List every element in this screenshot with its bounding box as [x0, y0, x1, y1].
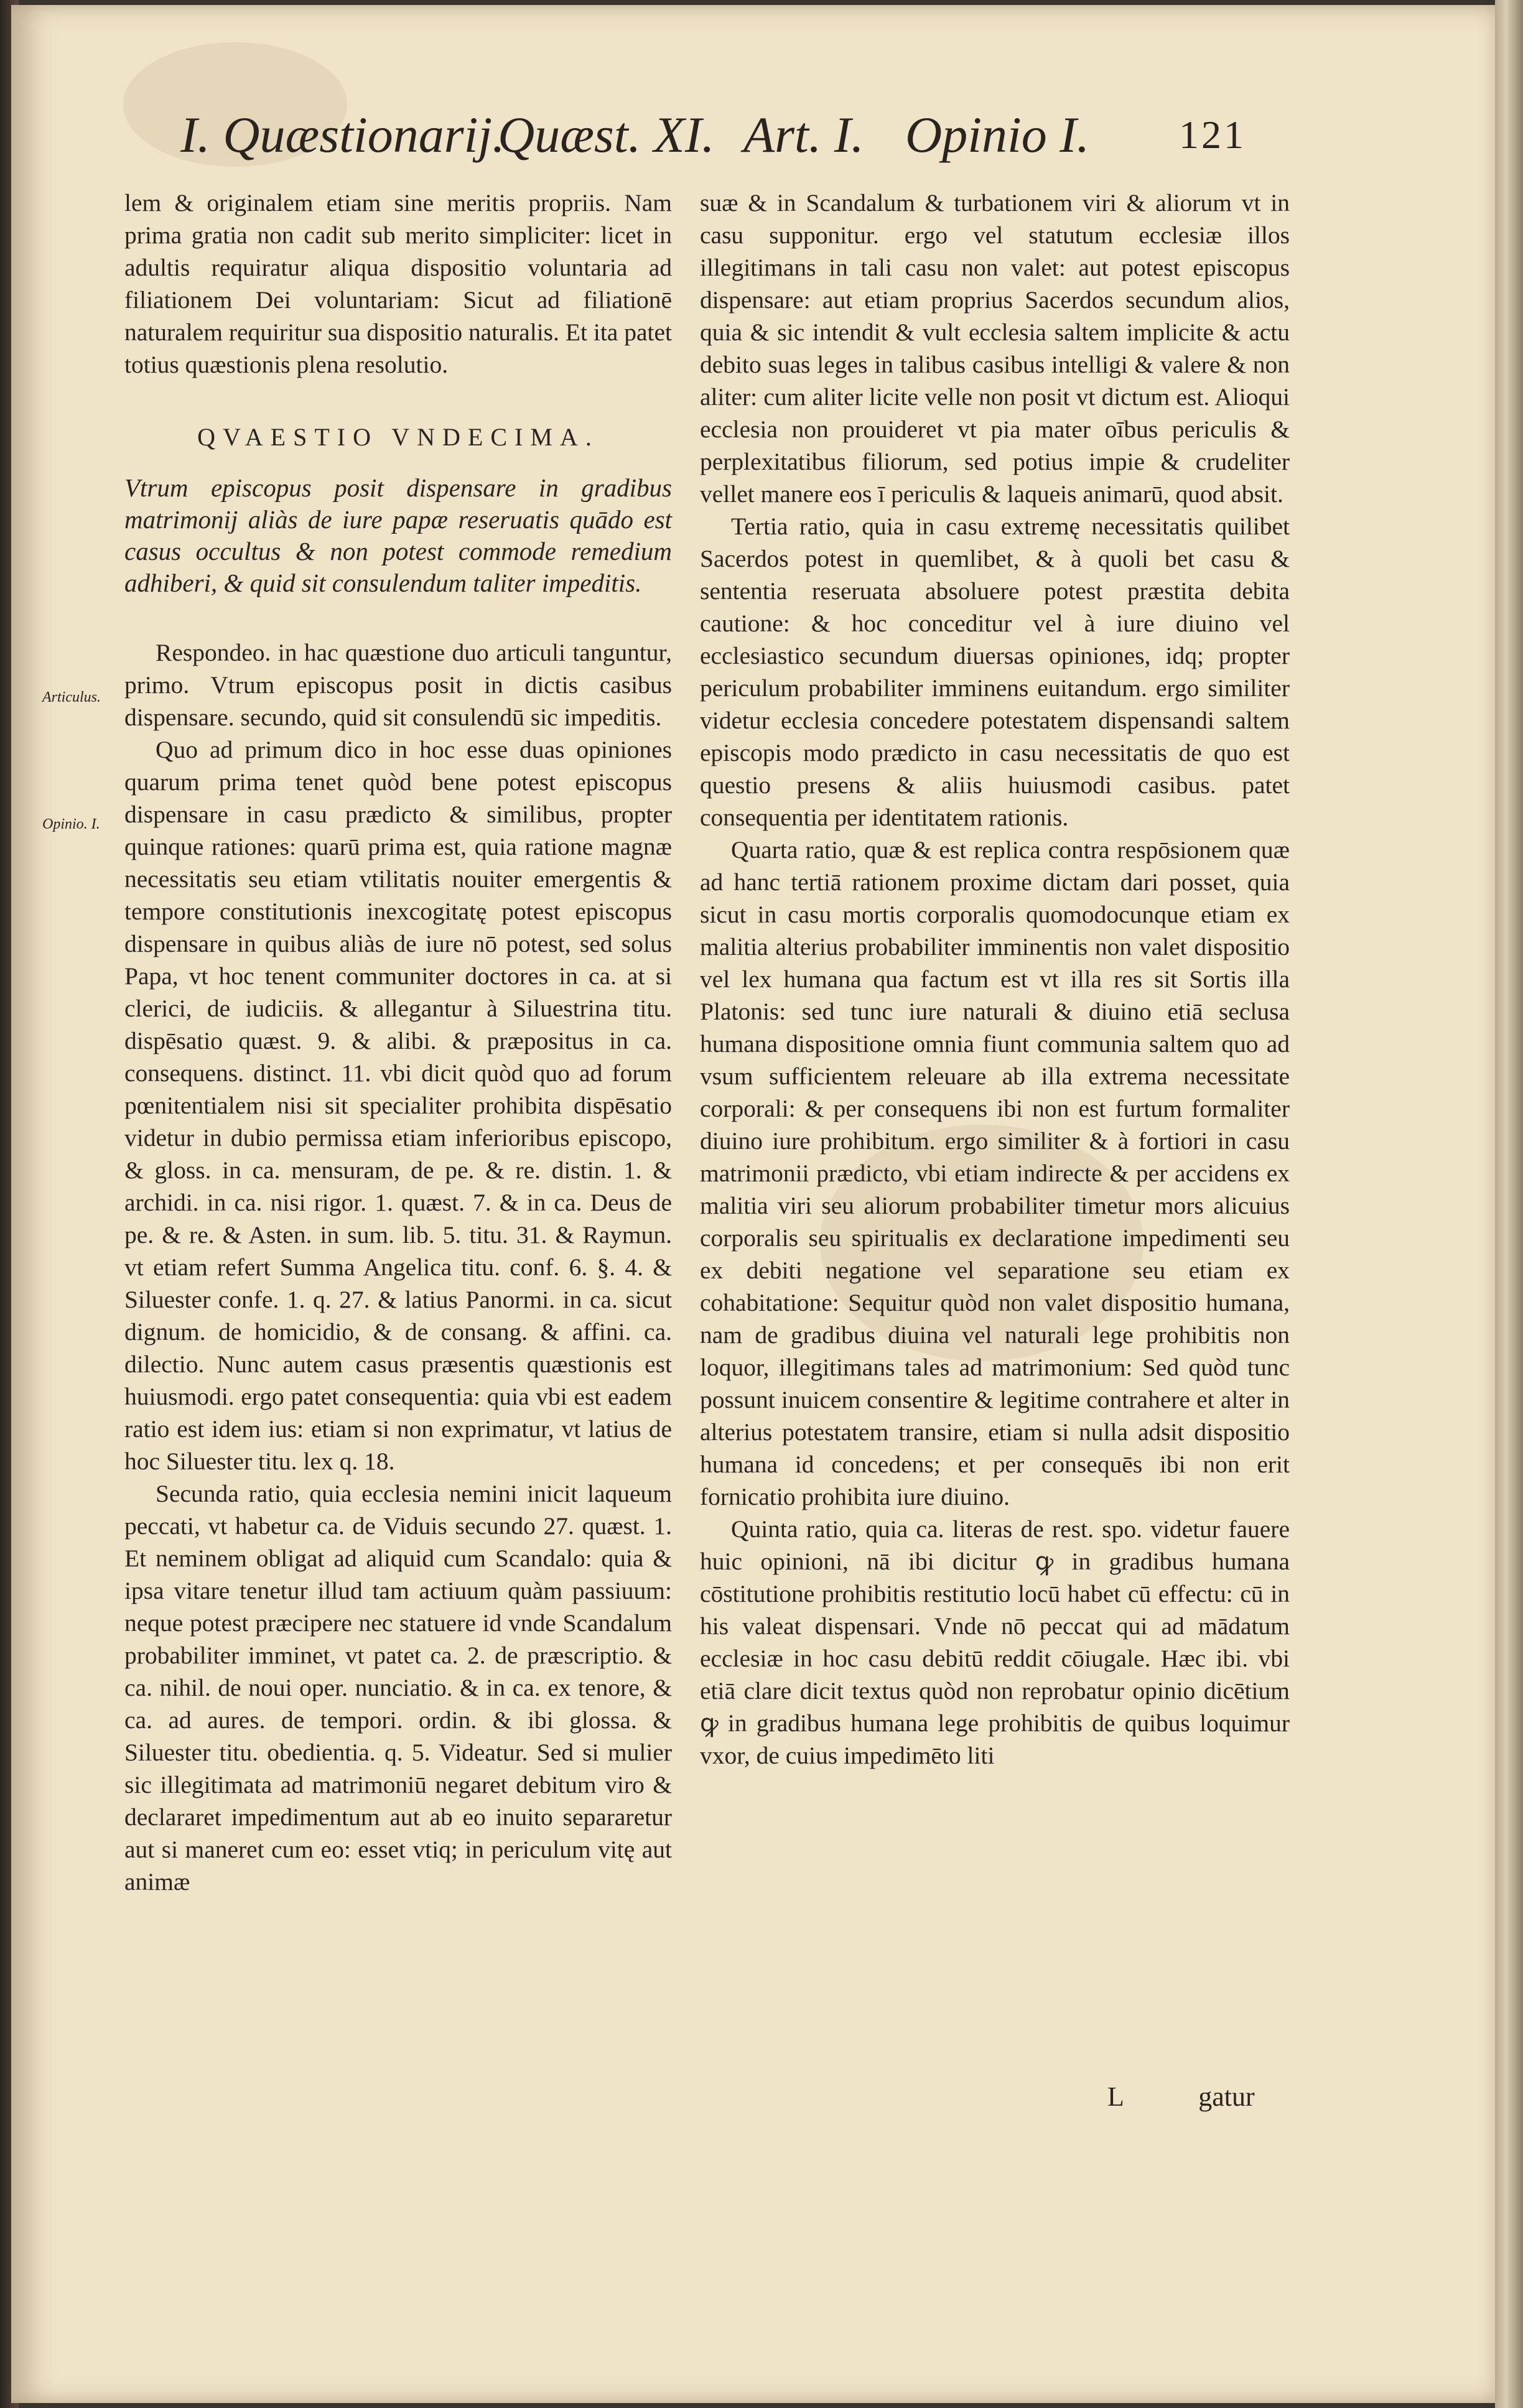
paragraph: Tertia ratio, quia in casu extremę necessitatis quilibet Sacerdos potest in quemlibet, & à quoli bet casu & sententia reseruata absoluere potest præstita debita cautione: & hoc conceditur vel à iure diuino vel ecclesiastico secundum diuersas opiniones, idq; propter periculum probabiliter imminens euitandum. ergo similiter videtur ecclesia concedere potestatem dispensandi saltem episcopis modo prædicto in casu necessitatis de quo est questio presens & aliis huiusmodi casibus. patet consequentia per identitatem rationis. [700, 513, 1290, 831]
paragraph: lem & originalem etiam sine meritis propriis. Nam prima gratia non cadit sub merito simpliciter: licet in adultis requiratur aliqua dispositio voluntaria ad filiationem Dei voluntariam: Sicut ad filiationē naturalem requiritur sua dispositio naturalis. Et ita patet totius quæstionis plena resolutio. [124, 189, 672, 378]
paragraph: Quinta ratio, quia ca. literas de rest. spo. videtur fauere huic opinioni, nā ibi dicitur ꝙ in gradibus humana cōstitutione prohibitis restitutio locū habet cū effectu: cū in his valeat dispensari. Vnde nō peccat qui ad mādatum ecclesiæ in hoc casu debitū reddit cōiugale. Hæc ibi. vbi etiā clare dicit textus quòd non reprobatur opinio dicētium ꝙ in gradibus humana lege prohibitis de quibus loquimur vxor, de cuius impedimēto liti [700, 1515, 1290, 1769]
folio-number: 121 [1179, 113, 1246, 157]
margin-note-articulus: Articulus. [42, 689, 101, 705]
running-header [180, 106, 1275, 174]
header-quaestio: Quæst. XI. [498, 106, 715, 163]
header-opinio: Opinio I. [905, 106, 1090, 163]
page-edge [1495, 0, 1523, 2408]
paragraph: suæ & in Scandalum & turbationem viri & aliorum vt in casu supponitur. ergo vel statutum ecclesiæ illos illegitimans in tali casu non valet: aut potest episcopus dispensare: aut etiam proprius Sacerdos secundum alios, quia & sic intendit & vult ecclesia saltem implicite & actu debito suas leges in talibus casibus intelligi & valere & non aliter: cum aliter licite velle non posit vt dictum est. Alioqui ecclesia non prouideret vt pia mater oībus periculis & perplexitatibus filiorum, sed potius impie & crudeliter vellet manere eos ī periculis & laqueis animarū, quod absit. [700, 189, 1290, 508]
paragraph: Respondeo. in hac quæstione duo articuli tanguntur, primo. Vtrum episcopus posit in dictis casibus dispensare. secundo, quid sit consulendū sic impeditis. [124, 639, 672, 731]
right-column [700, 187, 1290, 1772]
paragraph: Quarta ratio, quæ & est replica contra respōsionem quæ ad hanc tertiā rationem proxime dictam dari posset, quia sicut in casu mortis corporalis quomodocunque etiam ex malitia alterius probabiliter imminentis non valet dispositio vel lex humana qua factum est vt illa res sit Sortis illa Platonis: sed tunc iure naturali & diuino etiā seclusa humana dispositione omnia fiunt communia saltem quo ad vsum sufficientem releuare ab illa extrema necessitate corporali: & per consequens ibi non est furtum formaliter diuino iure prohibitum. ergo similiter & à fortiori in casu matrimonii prædicto, vbi etiam indirecte & per accidens ex malitia viri seu aliorum probabiliter timetur mors alicuius corporalis seu spiritualis ex declaratione impedimenti seu ex debiti negatione vel separatione seu etiam ex cohabitatione: Sequitur quòd non valet dispositio humana, nam de gradibus diuina vel naturali lege prohibitis non loquor, illegitimans tales ad matrimonium: Sed quòd tunc possunt inuicem consentire & legitime contrahere et alter in alterius potestatem transire, etiam si nulla adsit dispositio humana id concedens; et per consequēs ibi non erit fornicatio prohibita iure diuino. [700, 836, 1290, 1510]
quaestio-heading: QVAESTIO VNDECIMA. [197, 423, 599, 451]
left-column [124, 187, 672, 1898]
header-articulus: Art. I. [743, 106, 864, 163]
header-book: I. Quæstionarij. [180, 106, 505, 163]
margin-note-opinio: Opinio. I. [42, 816, 100, 832]
signature-catchword: L gatur [1107, 2081, 1255, 2112]
paragraph: Quo ad primum dico in hoc esse duas opiniones quarum prima tenet quòd bene potest episcopus dispensare in casu prædicto & similibus, propter quinque rationes: quarū prima est, quia ratione magnæ necessitatis seu etiam vtilitatis nouiter emergentis & tempore constitutionis inexcogitatę potest episcopus dispensare in quibus aliàs de iure nō potest, sed solus Papa, vt hoc tenent communiter doctores in ca. at si clerici, de iudiciis. & allegantur à Siluestrina titu. dispēsatio quæst. 9. & alibi. & præpositus in ca. consequens. distinct. 11. vbi dicit quòd quo ad forum pœnitentialem nisi sit specialiter prohibita dispēsatio videtur in dubio permissa etiam inferioribus episcopo, & gloss. in ca. mensuram, de pe. & re. distin. 1. & archidi. in ca. nisi rigor. 1. quæst. 7. & in ca. Deus de pe. & re. & Asten. in sum. lib. 5. titu. 31. & Raymun. vt etiam refert Summa Angelica titu. conf. 6. §. 4. & Siluester confe. 1. q. 27. & latius Panormi. in ca. sicut dignum. de homicidio, & de consang. & affini. ca. dilectio. Nunc autem casus præsentis quæstionis est huiusmodi. ergo patet consequentia: quia vbi est eadem ratio est idem ius: etiam si non exprimatur, vt latius de hoc Siluester titu. lex q. 18. [124, 736, 672, 1475]
quaestio-question: Vtrum episcopus posit dispensare in gradibus matrimonij aliàs de iure papæ reseruatis quādo est casus occultus & non potest commode remedium adhiberi, & quid sit consulendum taliter impeditis. [124, 473, 672, 597]
paragraph: Secunda ratio, quia ecclesia nemini inicit laqueum peccati, vt habetur ca. de Viduis secundo 27. quæst. 1. Et neminem obligat ad aliquid cum Scandalo: quia & ipsa vitare tenetur illud tam actiuum quàm passiuum: neque potest præcipere nec statuere id vnde Scandalum probabiliter imminet, vt patet ca. 2. de præscriptio. & ca. nihil. de noui oper. nunciatio. & in ca. ex tenore, & ca. ad aures. de tempori. ordin. & ibi glossa. & Siluester titu. obedientia. q. 5. Videatur. Sed si mulier sic illegitimata ad matrimoniū negaret debitum viro & declararet impedimentum aut ab eo inuito separaretur aut si maneret cum eo: esset vtiq; in periculum vitę aut animæ [124, 1480, 672, 1895]
